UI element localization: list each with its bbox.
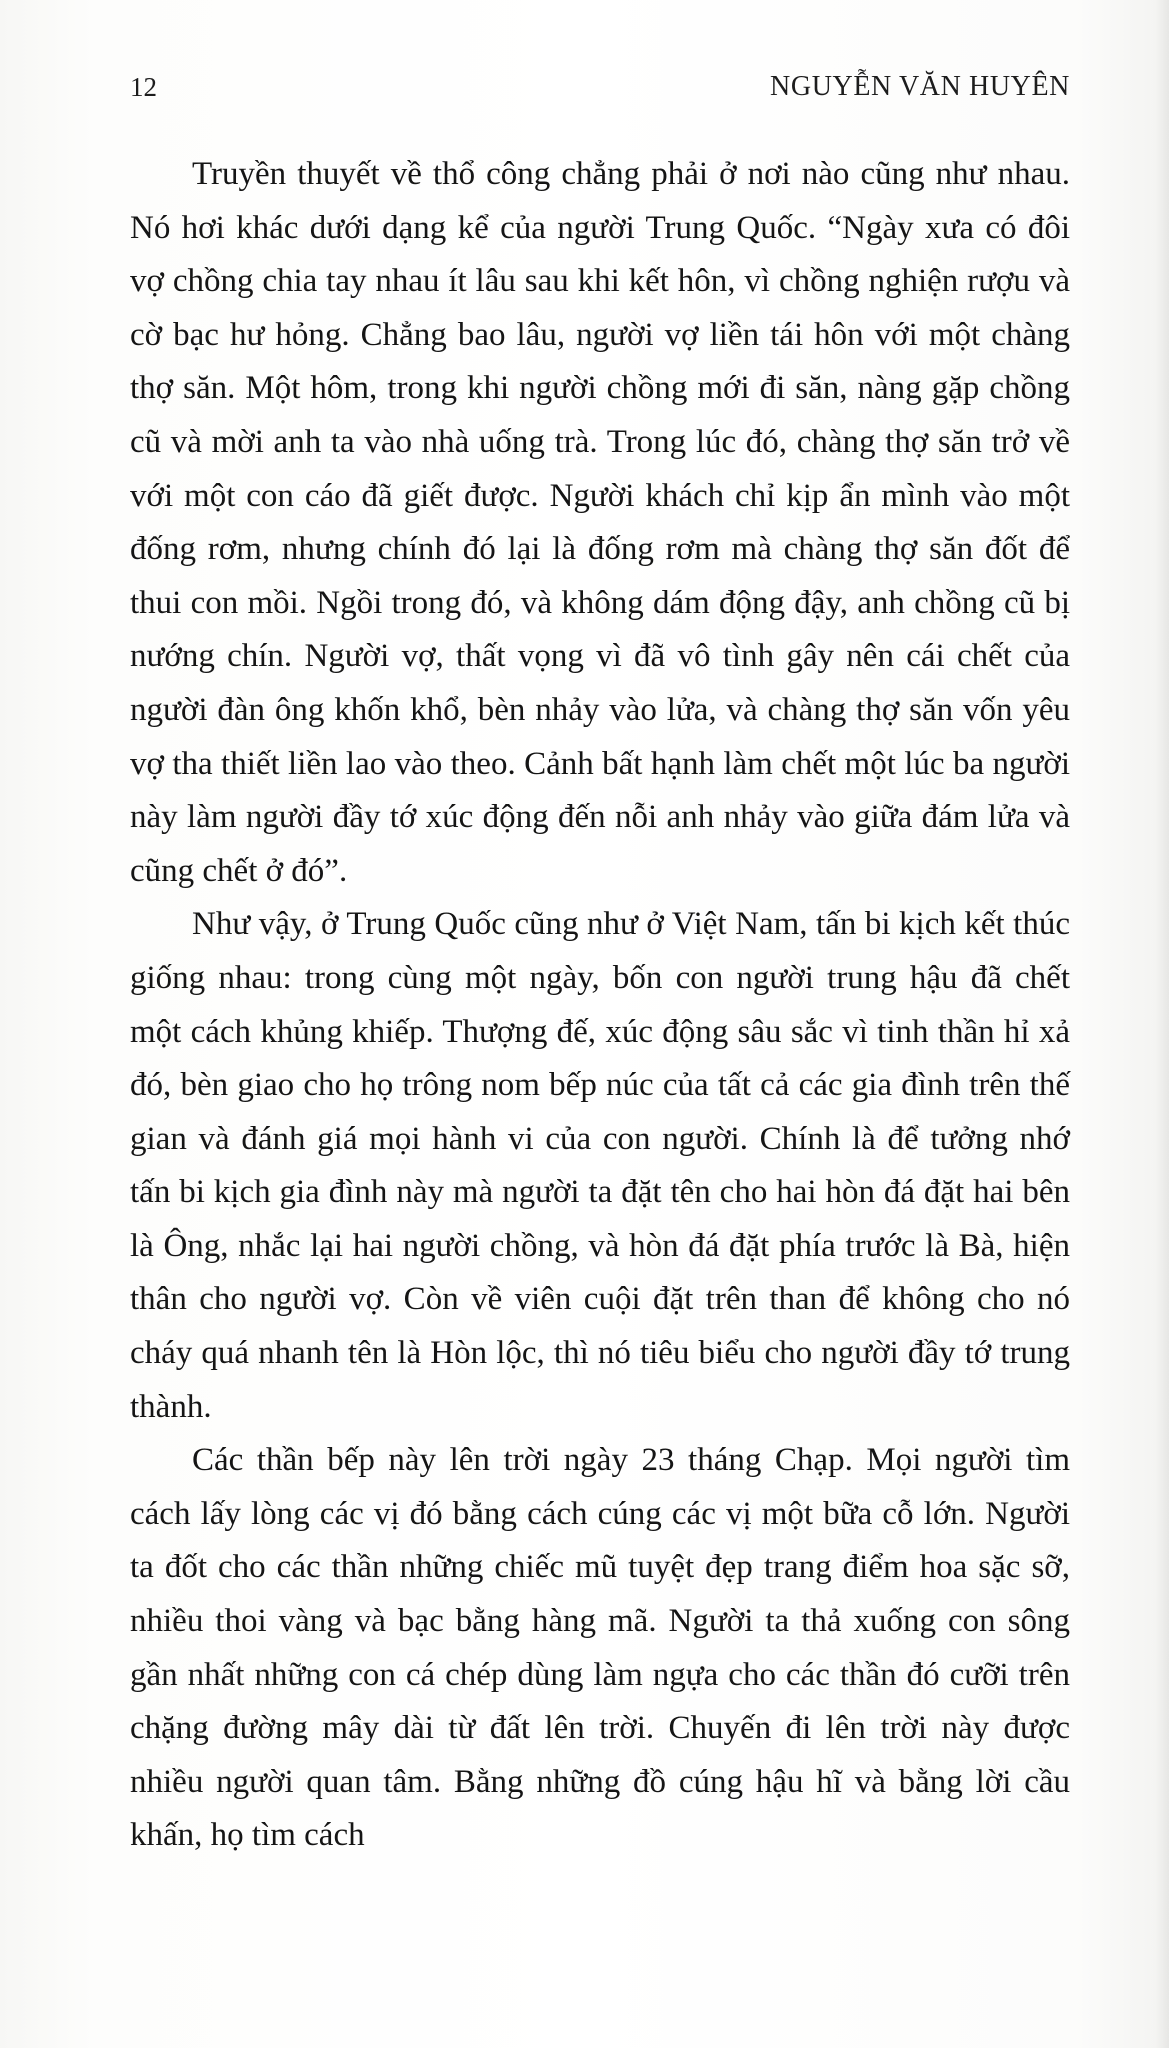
page-number: 12 xyxy=(130,72,157,102)
paragraph-1: Truyền thuyết về thổ công chẳng phải ở nơi nào cũng như nhau. Nó hơi khác dưới dạng kể của người Trung Quốc. “Ngày xưa có đôi vợ chồng chia tay nhau ít lâu sau khi kết hôn, vì chồng nghiện rượu và cờ bạc hư hỏng. Chẳng bao lâu, người vợ liền tái hôn với một chàng thợ săn. Một hôm, trong khi người chồng mới đi săn, nàng gặp chồng cũ và mời anh ta vào nhà uống trà. Trong lúc đó, chàng thợ săn trở về với một con cáo đã giết được. Người khách chỉ kịp ẩn mình vào một đống rơm, nhưng chính đó lại là đống rơm mà chàng thợ săn đốt để thui con mồi. Ngồi trong đó, và không dám động đậy, anh chồng cũ bị nướng chín. Người vợ, thất vọng vì đã vô tình gây nên cái chết của người đàn ông khốn khổ, bèn nhảy vào lửa, và chàng thợ săn vốn yêu vợ tha thiết liền lao vào theo. Cảnh bất hạnh làm chết một lúc ba người này làm người đầy tớ xúc động đến nỗi anh nhảy vào giữa đám lửa và cũng chết ở đó”. xyxy=(130,156,1070,889)
paragraph-2: Như vậy, ở Trung Quốc cũng như ở Việt Nam, tấn bi kịch kết thúc giống nhau: trong cùng một ngày, bốn con người trung hậu đã chết một cách khủng khiếp. Thượng đế, xúc động sâu sắc vì tinh thần hỉ xả đó, bèn giao cho họ trông nom bếp núc của tất cả các gia đình trên thế gian và đánh giá mọi hành vi của con người. Chính là để tưởng nhớ tấn bi kịch gia đình này mà người ta đặt tên cho hai hòn đá đặt hai bên là Ông, nhắc lại hai người chồng, và hòn đá đặt phía trước là Bà, hiện thân cho người vợ. Còn về viên cuội đặt trên than để không cho nó cháy quá nhanh tên là Hòn lộc, thì nó tiêu biểu cho người đầy tớ trung thành. xyxy=(130,906,1070,1425)
paragraph-3: Các thần bếp này lên trời ngày 23 tháng Chạp. Mọi người tìm cách lấy lòng các vị đó bằng cách cúng các vị một bữa cỗ lớn. Người ta đốt cho các thần những chiếc mũ tuyệt đẹp trang điểm hoa sặc sỡ, nhiều thoi vàng và bạc bằng hàng mã. Người ta thả xuống con sông gần nhất những con cá chép dùng làm ngựa cho các thần đó cưỡi trên chặng đường mây dài từ đất lên trời. Chuyến đi lên trời này được nhiều người quan tâm. Bằng những đồ cúng hậu hĩ và bằng lời cầu khấn, họ tìm cách xyxy=(130,1442,1070,1854)
running-header xyxy=(130,62,1070,112)
page-edge-shadow xyxy=(1155,0,1169,2048)
body-text xyxy=(130,148,1070,1863)
running-title-author: NGUYỄN VĂN HUYÊN xyxy=(770,71,1070,102)
